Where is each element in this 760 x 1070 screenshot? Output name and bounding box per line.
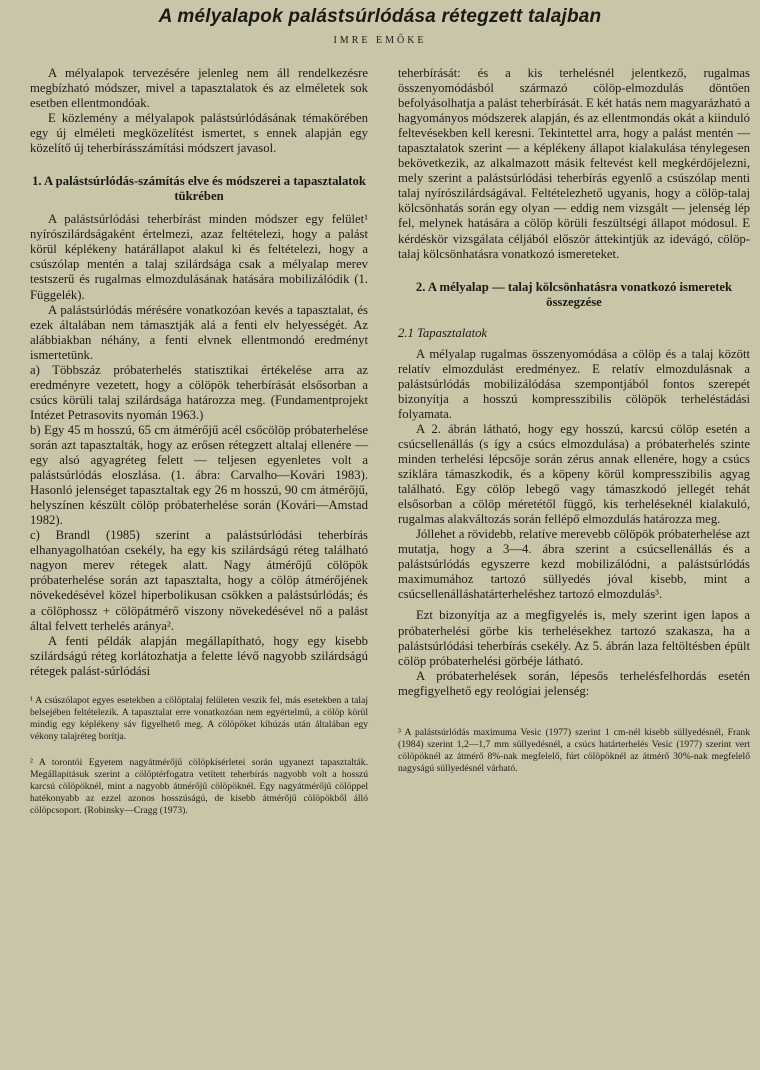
footnote-2: ² A torontói Egyetem nagyátmérőjű cölöpkísérletei során ugyanezt tapasztalták. Megállapításuk szerint a cölöptérfogatra vetített teherbírás nagyobb volt a hosszú karcsú cölöpöknél, mint a nagyobb átmérőjű cölöpöknél. Egy nagyátmérőjű cölöppel hatékonyabb az ezzel azonos hosszúságú, de kisebb átmérőjű cölöpökből álló cölöpcsoport. (Robinsky—Cragg (1973). [30,757,368,817]
paper-author: IMRE EMŐKE [333,35,427,46]
section-2-heading: 2. A mélyalap — talaj kölcsönhatásra vonatkozó ismeretek összegzése [415,279,733,309]
section-1-paragraph-3: A fenti példák alapján megállapítható, hogy egy kisebb szilárdságú réteg korlátozhatja a felette lévő nagyobb szilárdságú rétegek palást-súrlódási [30,633,368,678]
continued-paragraph: teherbírását: és a kis terhelésnél jelentkező, rugalmas összenyomódásból származó cölöp-elmozdulás döntően befolyásolhatja a palást teherbírását. E két hatás nem magyarázható a hagyományos módszerek alapján, és az ellentmondás okát a kiinduló feltevésekben kell keresni. Tekintettel arra, hogy a palást mentén — tapasztalatok szerint — a képlékeny állapot kialakulása ténylegesen bekövetkezik, az alkalmazott másik feltevést kell megkérdőjelezni, mely szerint a palástsúrlódási teherbírás egyenlő a csúszólap menti talaj nyírószilárdságával. Feltételezhető ugyanis, hogy a cölöp-talaj kölcsönhatás során egy olyan — eddig nem vizsgált — jelenség lép fel, melynek hatására a cölöp körüli feszültségi állapot módosul. E kérdéskör vizsgálata céljából először áttekintjük az idevágó, cölöp-talaj kölcsönhatásra vonatkozó ismereteket. [398,66,750,261]
section-2-paragraph-4: Ezt bizonyítja az a megfigyelés is, mely szerint igen lapos a próbaterhelési görbe kis terhelésekhez tartozó szakasza, ha a palástsúrlódási teherbírás csekély. Az 5. ábrán laza feltöltésben épült cölöp próbaterhelési görbéje látható. [398,608,750,668]
intro-paragraph-1: A mélyalapok tervezésére jelenleg nem áll rendelkezésre megbízható módszer, mivel a tapasztalatok és az elméletek sok esetben ellentmondóak. [30,66,368,111]
footnote-3: ³ A palástsúrlódás maximuma Vesic (1977) szerint 1 cm-nél kisebb süllyedésnél, Frank (1984) szerint 1,2—1,7 mm süllyedésnél, a csúcs határterhelés Vesic (1977) szerint vert cölöpöknél az átmérő 8%-nak megfelelő, fúrt cölöpöknél az átmérő 30%-nak megfelelő nagyságú süllyedésnél várható. [398,726,750,775]
section-2-paragraph-2: A 2. ábrán látható, hogy egy hosszú, karcsú cölöp esetén a csúcsellenállás (s így a csúcs elmozdulása) a próbaterhelés szinte minden terhelési lépcsője során zérus annak ellenére, hogy a csúcs sziklára támaszkodik, és a köpeny körül kompresszibilis agyag található. Egy cölöp lebegő vagy támaszkodó jellegét tehát elsősorban a cölöp méretétől függő, kis terheléseknél kialakuló, rugalmas alakváltozás során fellépő elmozdulás határozza meg. [398,421,750,527]
paper-title: A mélyalapok palástsúrlódása rétegzett talajban [158,6,602,27]
section-1-paragraph-2: A palástsúrlódás mérésére vonatkozóan kevés a tapasztalat, és ezek általában nem támasztják alá a fenti elv helyességét. Az alábbiakban néhány, a fenti elvnek ellentmondó eredményt ismertetünk. [30,302,368,362]
section-1-paragraph-1: A palástsúrlódási teherbírást minden módszer egy felület¹ nyírószilárdságaként értelmezi, azaz feltételezi, hogy a palást körül képlékeny határállapot alakul ki és feltételezi, hogy a csúszólap mentén a talaj szilárdsága csak a mélyalap merev testszerű és rugalmas elmozdulásának hatására mobilizálódik (1. Függelék). [30,212,368,302]
footnote-1: ¹ A csúszólapot egyes esetekben a cölöptalaj felületen veszik fel, más esetekben a talaj belsejében feltételezik. A tapasztalat erre vonatkozóan nem egyértelmű, a cölöp körül mindig egy képlékeny sáv figyelhető meg. A cölöpöket kihúzás után általában egy vékony talajréteg borítja. [30,694,368,743]
example-b-paragraph: b) Egy 45 m hosszú, 65 cm átmérőjű acél csőcölöp próbaterhelése során azt tapasztalták, hogy az erősen rétegzett altalaj ellenére — egy alsó agyagréteg felett — teljesen egyenletes volt a palástsúrlódás eloszlása. (1. ábra: Carvalho—Kovári 1983). Hasonló jelenséget tapasztaltak egy 26 m hosszú, 90 cm átmérőjű, helyszínen készült cölöp próbaterhelése során (Kovári—Amstad 1982). [30,422,368,528]
section-1-heading: 1. A palástsúrlódás-számítás elve és módszerei a tapasztalatok tükrében [32,174,366,204]
section-2-paragraph-3: Jóllehet a rövidebb, relatíve merevebb cölöpök próbaterhelése azt mutatja, hogy a 3—4. ábra szerint a csúcsellenállás és a palástsúrlódás egyszerre kezd mobilizálódni, a palástsúrlódás maximumához tartozó süllyedés jóval kisebb, mint a csúcsellenálláshatárterheléshez tartozó elmozdulás³. [398,527,750,602]
left-column [30,66,368,818]
example-a-paragraph: a) Többszáz próbaterhelés statisztikai értékelése arra az eredményre vezetett, hogy a cölöpök teherbírását elsősorban a csúcs körüli talaj szilárdsága határozza meg. (Fundamentprojekt Intézet Petrasovits nyomán 1963.) [30,362,368,422]
section-2-paragraph-1: A mélyalap rugalmas összenyomódása a cölöp és a talaj között relatív elmozdulást eredményez. E relatív elmozdulásnak a palástsúrlódás mobilizálódása szempontjából fontos szerepét bizonyítja a hosszú kompresszibilis cölöpök terheléstádási folyamata. [398,346,750,421]
intro-paragraph-2: E közlemény a mélyalapok palástsúrlódásának témakörében egy új elméleti megközelítést ismertet, s ennek alapján egy közelítő új teherbírásszámítási módszert javasol. [30,111,368,156]
subsection-2-1-heading: 2.1 Tapasztalatok [398,325,488,340]
section-2-paragraph-5: A próbaterhelések során, lépesős terhelésfelhordás esetén megfigyelhető egy reológiai jelenség: [398,668,750,698]
right-column [398,66,750,775]
example-c-paragraph: c) Brandl (1985) szerint a palástsúrlódási teherbírás elhanyagolhatóan csekély, ha egy kis szilárdságú réteg található nagyon merev rétegek alatt. Nagy átmérőjű cölöpök próbaterhelése során azt tapasztalta, hogy a cölöp átmérőjének növekedésével közel hiperbolikusan csökken a palástsúrlódás; és a cölöphossz + cölöpátmérő viszony növekedésével nő a palást által felvett terhelés aránya². [30,528,368,633]
